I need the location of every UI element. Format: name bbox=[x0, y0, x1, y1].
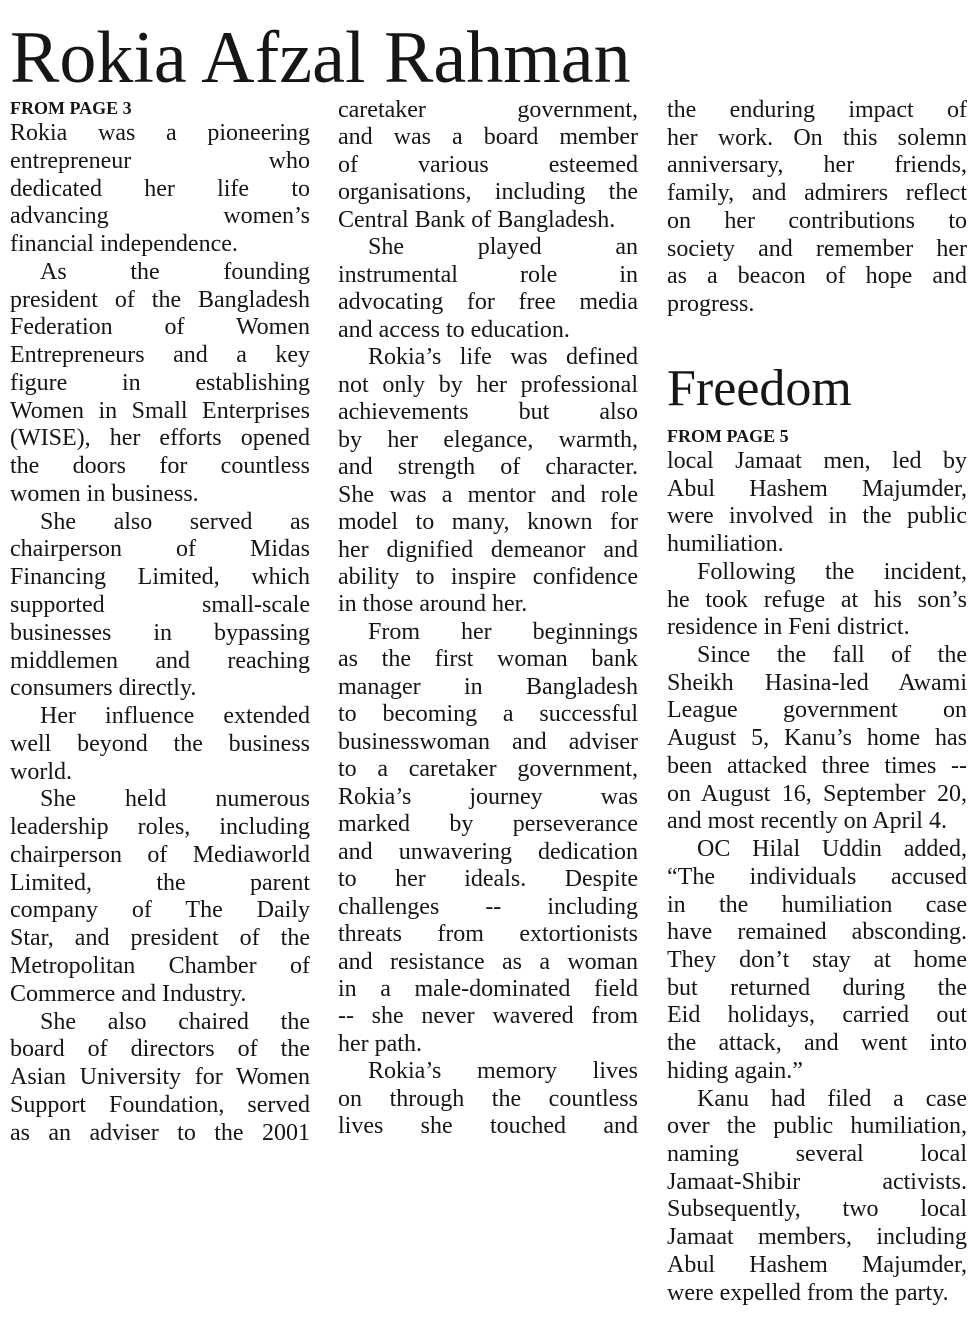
text-line: Abul Hashem Majumder, bbox=[667, 475, 967, 502]
text-line: women in business. bbox=[10, 480, 199, 507]
paragraph bbox=[338, 1058, 638, 1140]
text-line: Her influence extended bbox=[40, 703, 310, 730]
text-line: consumers directly. bbox=[10, 675, 197, 702]
text-line: were expelled from the party. bbox=[667, 1279, 949, 1306]
continued-from-label: FROM PAGE 5 bbox=[667, 426, 789, 446]
text-line: as an adviser to the 2001 bbox=[10, 1119, 310, 1146]
paragraph bbox=[667, 642, 967, 836]
text-line: Rokia’s life was defined bbox=[368, 344, 638, 371]
text-line: “The individuals accused bbox=[667, 863, 967, 890]
text-line: Commerce and Industry. bbox=[10, 980, 247, 1007]
text-line: August 5, Kanu’s home has bbox=[667, 725, 967, 752]
text-line: her dignified demeanor and bbox=[338, 536, 638, 563]
paragraph bbox=[667, 448, 967, 559]
text-line: progress. bbox=[667, 291, 755, 318]
text-line: ability to inspire confidence bbox=[338, 563, 638, 590]
text-line: She played an bbox=[368, 234, 638, 261]
text-line: Jamaat members, including bbox=[667, 1224, 967, 1251]
text-line: middlemen and reaching bbox=[10, 647, 310, 674]
text-line: She was a mentor and role bbox=[338, 481, 638, 508]
text-line: As the founding bbox=[40, 258, 310, 285]
paragraph bbox=[338, 234, 638, 344]
text-line: chairperson of Midas bbox=[10, 536, 310, 563]
text-line: dedicated her life to bbox=[10, 175, 310, 202]
text-line: Women in Small Enterprises bbox=[10, 397, 310, 424]
text-line: on her contributions to bbox=[667, 207, 967, 234]
article-column bbox=[667, 448, 967, 1307]
text-line: Metropolitan Chamber of bbox=[10, 952, 310, 979]
text-line: humiliation. bbox=[667, 531, 784, 558]
text-line: as a beacon of hope and bbox=[667, 263, 967, 290]
text-line: supported small-scale bbox=[10, 592, 310, 619]
text-line: advancing women’s bbox=[10, 203, 310, 230]
text-line: -- she never wavered from bbox=[338, 1003, 638, 1030]
text-line: to her ideals. Despite bbox=[338, 866, 638, 893]
text-line: been attacked three times -- bbox=[667, 752, 967, 779]
article-column bbox=[667, 97, 967, 319]
text-line: manager in Bangladesh bbox=[338, 673, 638, 700]
continued-from-label: FROM PAGE 3 bbox=[10, 98, 132, 118]
text-line: and was a board member bbox=[338, 124, 638, 151]
paragraph bbox=[667, 559, 967, 642]
text-line: businesses in bypassing bbox=[10, 619, 310, 646]
paragraph bbox=[338, 97, 638, 234]
text-line: threats from extortionists bbox=[338, 921, 638, 948]
paragraph bbox=[10, 786, 310, 1008]
text-line: world. bbox=[10, 758, 72, 785]
text-line: Asian University for Women bbox=[10, 1064, 310, 1091]
text-line: Financing Limited, which bbox=[10, 564, 310, 591]
text-line: on through the countless bbox=[338, 1085, 638, 1112]
headline: Rokia Afzal Rahman bbox=[10, 17, 631, 99]
text-line: From her beginnings bbox=[368, 618, 638, 645]
text-line: residence in Feni district. bbox=[667, 614, 910, 641]
paragraph bbox=[10, 120, 310, 259]
text-line: leadership roles, including bbox=[10, 814, 310, 841]
second-headline: Freedom bbox=[667, 360, 852, 417]
text-line: have remained absconding. bbox=[667, 919, 967, 946]
text-line: OC Hilal Uddin added, bbox=[697, 836, 967, 863]
text-line: he took refuge at his son’s bbox=[667, 586, 967, 613]
text-line: Rokia’s memory lives bbox=[368, 1058, 638, 1085]
paragraph bbox=[667, 836, 967, 1085]
text-line: on August 16, September 20, bbox=[667, 780, 967, 807]
text-line: financial independence. bbox=[10, 231, 238, 258]
text-line: model to many, known for bbox=[338, 509, 638, 536]
text-line: Sheikh Hasina-led Awami bbox=[667, 669, 967, 696]
paragraph bbox=[10, 1009, 310, 1148]
text-line: lives she touched and bbox=[338, 1113, 638, 1140]
text-line: Rokia’s journey was bbox=[338, 783, 638, 810]
text-line: businesswoman and adviser bbox=[338, 728, 638, 755]
text-line: She also served as bbox=[40, 508, 310, 535]
text-line: Limited, the parent bbox=[10, 869, 310, 896]
text-line: Star, and president of the bbox=[10, 925, 310, 952]
text-line: were involved in the public bbox=[667, 503, 967, 530]
text-line: Following the incident, bbox=[697, 558, 967, 585]
text-line: naming several local bbox=[667, 1140, 967, 1167]
text-line: caretaker government, bbox=[338, 97, 638, 123]
text-line: Subsequently, two local bbox=[667, 1196, 967, 1223]
text-line: (WISE), her efforts opened bbox=[10, 425, 310, 452]
text-line: advocating for free media bbox=[338, 289, 638, 316]
text-line: They don’t stay at home bbox=[667, 946, 967, 973]
text-line: and unwavering dedication bbox=[338, 838, 638, 865]
paragraph bbox=[667, 1086, 967, 1308]
text-line: to becoming a successful bbox=[338, 701, 638, 728]
text-line: hiding again.” bbox=[667, 1057, 803, 1084]
text-line: Support Foundation, served bbox=[10, 1091, 310, 1118]
text-line: Eid holidays, carried out bbox=[667, 1002, 967, 1029]
text-line: and access to education. bbox=[338, 316, 570, 343]
text-line: Entrepreneurs and a key bbox=[10, 342, 310, 369]
text-line: in a male-dominated field bbox=[338, 976, 638, 1002]
paragraph bbox=[10, 259, 310, 509]
text-line: the doors for countless bbox=[10, 453, 310, 480]
text-line: board of directors of the bbox=[10, 1036, 310, 1063]
text-line: family, and admirers reflect bbox=[667, 180, 967, 207]
text-line: entrepreneur who bbox=[10, 147, 310, 174]
text-line: Rokia was a pioneering bbox=[10, 120, 310, 146]
text-line: Since the fall of the bbox=[697, 642, 967, 669]
text-line: Abul Hashem Majumder, bbox=[667, 1251, 967, 1278]
text-line: not only by her professional bbox=[338, 371, 638, 398]
text-line: the enduring impact of bbox=[667, 97, 967, 123]
text-line: League government on bbox=[667, 697, 967, 724]
text-line: company of The Daily bbox=[10, 897, 310, 924]
text-line: Federation of Women bbox=[10, 314, 310, 341]
text-line: anniversary, her friends, bbox=[667, 152, 967, 179]
text-line: in those around her. bbox=[338, 591, 528, 618]
text-line: marked by perseverance bbox=[338, 811, 638, 838]
text-line: instrumental role in bbox=[338, 261, 638, 288]
text-line: and resistance as a woman bbox=[338, 948, 638, 975]
text-line: Jamaat-Shibir activists. bbox=[667, 1168, 967, 1195]
paragraph bbox=[10, 509, 310, 703]
text-line: She held numerous bbox=[40, 786, 310, 813]
text-line: by her elegance, warmth, bbox=[338, 426, 638, 453]
text-line: Kanu had filed a case bbox=[697, 1085, 967, 1112]
paragraph bbox=[338, 344, 638, 619]
article-column bbox=[338, 97, 638, 1141]
text-line: challenges -- including bbox=[338, 893, 638, 920]
text-line: president of the Bangladesh bbox=[10, 286, 310, 313]
paragraph bbox=[338, 619, 638, 1059]
text-line: and strength of character. bbox=[338, 454, 638, 481]
text-line: local Jamaat men, led by bbox=[667, 448, 967, 474]
text-line: her path. bbox=[338, 1030, 422, 1057]
text-line: and most recently on April 4. bbox=[667, 808, 947, 835]
text-line: She also chaired the bbox=[40, 1008, 310, 1035]
text-line: the attack, and went into bbox=[667, 1030, 967, 1057]
text-line: figure in establishing bbox=[10, 369, 310, 396]
text-line: chairperson of Mediaworld bbox=[10, 841, 310, 868]
text-line: to a caretaker government, bbox=[338, 756, 638, 783]
text-line: achievements but also bbox=[338, 399, 638, 426]
text-line: society and remember her bbox=[667, 235, 967, 262]
text-line: but returned during the bbox=[667, 974, 967, 1001]
text-line: organisations, including the bbox=[338, 179, 638, 206]
paragraph bbox=[10, 703, 310, 786]
article-column bbox=[10, 120, 310, 1147]
text-line: Central Bank of Bangladesh. bbox=[338, 206, 616, 233]
paragraph bbox=[667, 97, 967, 319]
text-line: well beyond the business bbox=[10, 730, 310, 757]
text-line: over the public humiliation, bbox=[667, 1113, 967, 1140]
text-line: of various esteemed bbox=[338, 151, 638, 178]
text-line: her work. On this solemn bbox=[667, 124, 967, 151]
text-line: as the first woman bank bbox=[338, 646, 638, 673]
text-line: in the humiliation case bbox=[667, 891, 967, 918]
